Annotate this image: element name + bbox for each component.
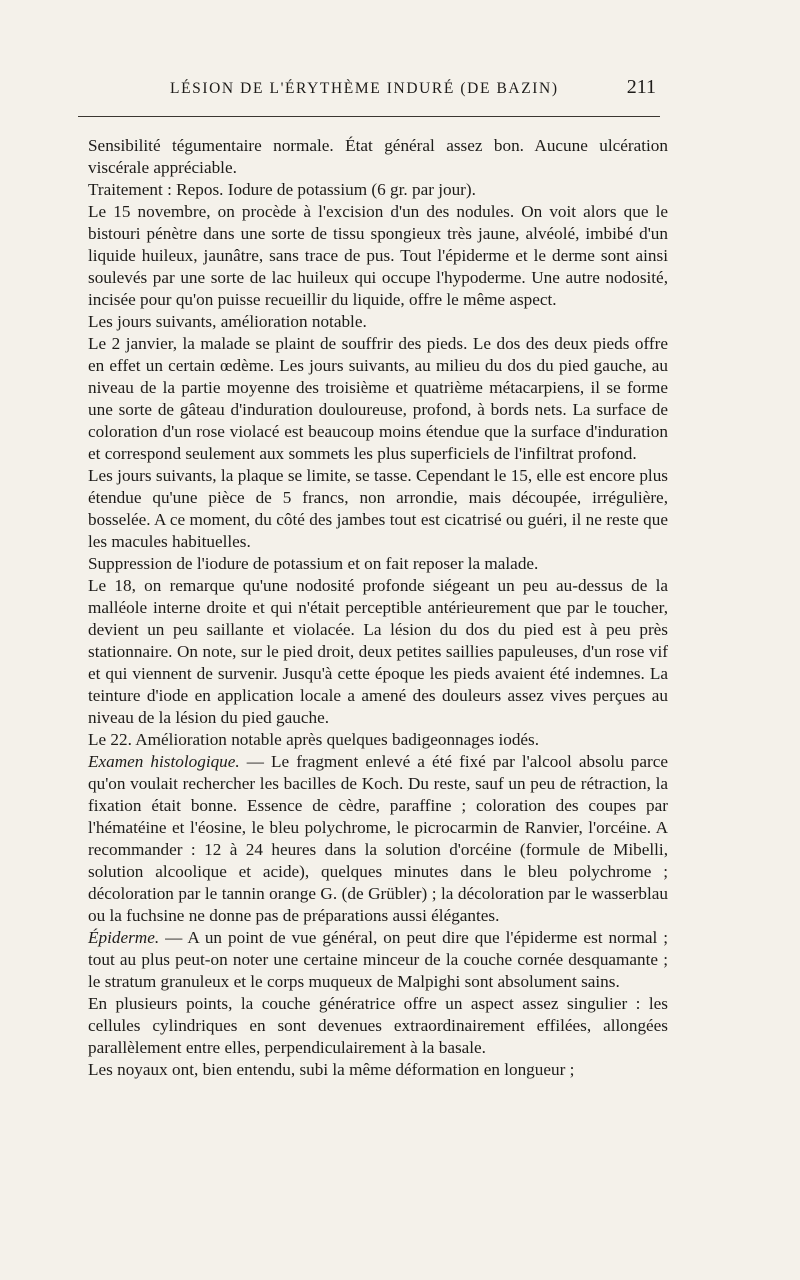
paragraph: Le 18, on remarque qu'une nodosité profonde siégeant un peu au-dessus de la malléole interne droite et qui n'était perceptible antérieurement que par le toucher, devient un peu saillante et violacée. La lésion du dos du pied est à peu près stationnaire. On note, sur le pied droit, deux petites saillies papuleuses, d'un rose vif et qui viennent de survenir. Jusqu'à cette époque les pieds avaient été indemnes. La teinture d'iode en application locale a amené des douleurs assez vives perçues au niveau de la lésion du pied gauche. (88, 576, 668, 727)
paragraph: Épiderme. — A un point de vue général, on peut dire que l'épiderme est normal ; tout au plus peut-on noter une certaine minceur de la couche cornée desquamante ; le stratum granuleux et le corps muqueux de Malpighi sont absolument sains. (88, 928, 668, 991)
paragraph: Traitement : Repos. Iodure de potassium (6 gr. par jour). (88, 180, 476, 199)
paragraph: Examen histologique. — Le fragment enlevé a été fixé par l'alcool absolu parce qu'on voulait rechercher les bacilles de Koch. Du reste, sauf un peu de rétraction, la fixation était bonne. Essence de cèdre, paraffine ; coloration des coupes par l'hématéine et l'éosine, le bleu polychrome, le picrocarmin de Ranvier, l'orcéine. A recommander : 12 à 24 heures dans la solution d'orcéine (formule de Mibelli, solution alcoolique et acide), quelques minutes dans le bleu polychrome ; décoloration par le tannin orange G. (de Grübler) ; la décoloration par le wasserblau ou la fuchsine ne donne pas de préparations aussi élégantes. (88, 752, 668, 925)
paragraph: En plusieurs points, la couche génératrice offre un aspect assez singulier : les cellules cylindriques en sont devenues extraordinairement effilées, allongées parallèlement entre elles, perpendiculairement à la basale. (88, 994, 668, 1057)
paragraph: Le 22. Amélioration notable après quelques badigeonnages iodés. (88, 730, 540, 749)
header-rule (78, 116, 660, 117)
paragraph: Les jours suivants, amélioration notable. (88, 312, 367, 331)
paragraph: Sensibilité tégumentaire normale. État général assez bon. Aucune ulcération viscérale appréciable. (88, 136, 668, 177)
section-lead: Épiderme. (88, 928, 160, 947)
paragraph: Les noyaux ont, bien entendu, subi la même déformation en longueur ; (88, 1060, 575, 1079)
page-header (78, 78, 658, 108)
page-number: 211 (626, 76, 656, 98)
section-lead: Examen histologique. (88, 752, 240, 771)
body-text (88, 135, 668, 1081)
paragraph: Le 15 novembre, on procède à l'excision d'un des nodules. On voit alors que le bistouri pénètre dans une sorte de tissu spongieux très jaune, alvéolé, imbibé d'un liquide huileux, jaunâtre, sans trace de pus. Tout l'épiderme et le derme sont ainsi soulevés par une sorte de lac huileux qui occupe l'hypoderme. Une autre nodosité, incisée pour qu'on puisse recueillir du liquide, offre le même aspect. (88, 202, 668, 309)
running-title: LÉSION DE L'ÉRYTHÈME INDURÉ (DE BAZIN) (170, 80, 559, 97)
paragraph: Suppression de l'iodure de potassium et on fait reposer la malade. (88, 554, 539, 573)
paragraph: Les jours suivants, la plaque se limite, se tasse. Cependant le 15, elle est encore plus étendue qu'une pièce de 5 francs, non arrondie, mais découpée, irrégulière, bosselée. A ce moment, du côté des jambes tout est cicatrisé ou guéri, il ne reste que les macules habituelles. (88, 466, 668, 551)
paragraph: Le 2 janvier, la malade se plaint de souffrir des pieds. Le dos des deux pieds offre en effet un certain œdème. Les jours suivants, au milieu du dos du pied gauche, au niveau de la partie moyenne des troisième et quatrième métacarpiens, il se forme une sorte de gâteau d'induration douloureuse, profond, à bords nets. La surface de coloration d'un rose violacé est beaucoup moins étendue que la surface d'induration et correspond seulement aux sommets les plus superficiels de l'infiltrat profond. (88, 334, 668, 463)
